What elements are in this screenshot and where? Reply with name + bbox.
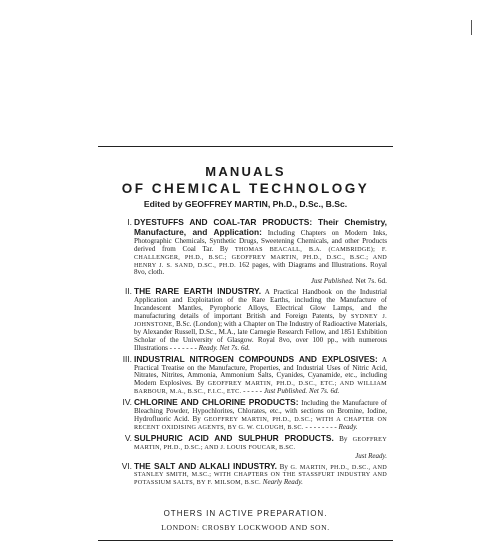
book-advertisement-page: [98, 146, 393, 541]
volume-entry-3: [110, 355, 387, 397]
volume-description: A Practical Treatise on the Manufacture, Properties, and Industrial Uses of Nitric Acid, Nitrates, Nitrites, Ammonia, Ammonium Salts, Cyanides, Cyanamide, etc., including Modern Explosives. By: [134, 355, 387, 388]
volume-authors: GEOFFREY MARTIN, PH.D., D.SC., ETC.; AND WILLIAM BARBOUR, M.A., B.SC., F.I.C., ETC.: [134, 380, 387, 396]
volume-authors: SYDNEY J. JOHNSTONE,: [134, 313, 387, 328]
volume-description: Including the Manufacture of Bleaching Powder, Hypochlorites, Chlorates, etc., with sections on Bromine, Iodine, Hydrofluoric Acid. By: [134, 399, 387, 423]
volume-details: 162 pages, with Diagrams and Illustrations. Royal 8vo, cloth.: [134, 260, 387, 277]
scan-mark: [471, 20, 472, 35]
volume-entry-1: [110, 218, 387, 285]
volume-title: SULPHURIC ACID AND SULPHUR PRODUCTS.: [134, 432, 334, 443]
volume-price: Net 7s. 6d.: [308, 387, 340, 396]
volume-entry-2: [110, 287, 387, 352]
volume-text: [134, 434, 387, 460]
volume-status-line: [134, 452, 387, 460]
volume-status: Ready.: [338, 422, 358, 431]
volume-number: IV.: [122, 397, 132, 408]
volume-price: Net 7s. 6d.: [355, 276, 387, 286]
publisher-imprint: LONDON: CROSBY LOCKWOOD AND SON.: [161, 523, 330, 532]
volume-description: A Practical Handbook on the Industrial Application and Exploitation of the Rare Earths, including the Manufacture of Incandescent Mantles, Pyrophoric Alloys, Electrical Glow Lamps, and the manufacturing details of important British and Foreign Patents, by: [134, 288, 388, 321]
volume-authors: GEOFFREY MARTIN, PH.D., D.SC.; AND J. LOUIS FOUCAR, B.SC.: [134, 435, 387, 451]
volume-text: [134, 398, 387, 432]
volume-number: II.: [125, 286, 132, 297]
volume-title: THE SALT AND ALKALI INDUSTRY.: [134, 460, 277, 471]
series-title-line1: MANUALS: [205, 164, 286, 179]
volume-text: [134, 218, 387, 285]
volume-number: VI.: [121, 460, 132, 471]
volume-title: CHLORINE AND CHLORINE PRODUCTS:: [134, 397, 299, 408]
volume-details: - - - - - - - -: [303, 422, 337, 431]
volume-details: - - - - -: [241, 387, 263, 396]
volume-entry-6: [110, 462, 387, 488]
volume-number: I.: [127, 217, 132, 227]
volume-details: B.Sc. (London); with a Chapter on The Industry of Radioactive Materials, by Alexander Russell, D.Sc., M.A., late Carnegie Research Fellow, and 1851 Exhibition Scholar of the University of Glasgow. Royal 8vo, over 100 pp., with numerous Illustrations - - - - - - -: [134, 319, 387, 352]
volume-price: Net 7s. 6d.: [219, 343, 250, 352]
volume-status: Just Published.: [310, 277, 354, 286]
volume-status: Just Published.: [263, 387, 308, 396]
volume-description: By: [333, 434, 353, 443]
volume-entry-5: [110, 434, 387, 460]
volume-status-line: [134, 277, 387, 285]
volume-status: Ready.: [198, 343, 218, 352]
volume-text: [134, 462, 387, 488]
volume-list: [110, 218, 387, 489]
other-volumes-notice: OTHERS IN ACTIVE PREPARATION.: [163, 509, 328, 518]
series-title-line2: OF CHEMICAL TECHNOLOGY: [121, 181, 370, 196]
volume-entry-4: [110, 398, 387, 432]
volume-description: By: [276, 462, 291, 471]
volume-title: THE RARE EARTH INDUSTRY.: [134, 286, 262, 297]
volume-description: Including Chapters on Modern Inks, Photographic Chemicals, Synthetic Drugs, Sweetening Chemicals, and other Products derived from Coal Tar. By: [134, 228, 387, 253]
volume-authors: GEOFFREY MARTIN, PH.D., D.SC.; WITH A CHAPTER ON RECENT OXIDISING AGENTS, BY G. W. CLOUGH, B.SC.: [134, 415, 387, 431]
volume-authors: G. MARTIN, PH.D., D.SC., AND STANLEY SMITH, M.SC.; WITH CHAPTERS ON THE STASSFURT INDUSTRY AND POTASSIUM SALTS, BY F. MILSOM, B.SC.: [134, 463, 387, 487]
volume-title: INDUSTRIAL NITROGEN COMPOUNDS AND EXPLOSIVES:: [134, 353, 378, 364]
series-editor: Edited by GEOFFREY MARTIN, Ph.D., D.Sc., B.Sc.: [143, 199, 348, 209]
volume-text: [134, 287, 387, 352]
volume-status: Nearly Ready.: [262, 478, 303, 487]
volume-text: [134, 355, 387, 397]
volume-number: III.: [122, 353, 132, 364]
volume-title: DYESTUFFS AND COAL-TAR PRODUCTS: Their Chemistry, Manufacture, and Application:: [134, 217, 387, 237]
volume-number: V.: [124, 432, 132, 443]
volume-status: Just Ready.: [355, 451, 387, 460]
volume-authors: THOMAS BEACALL, B.A. (CAMBRIDGE); F. CHALLENGER, PH.D., B.SC.; GEOFFREY MARTIN, PH.D., D.SC., B.SC.; AND HENRY J. S. SAND, D.SC., PH.D.: [134, 245, 387, 269]
